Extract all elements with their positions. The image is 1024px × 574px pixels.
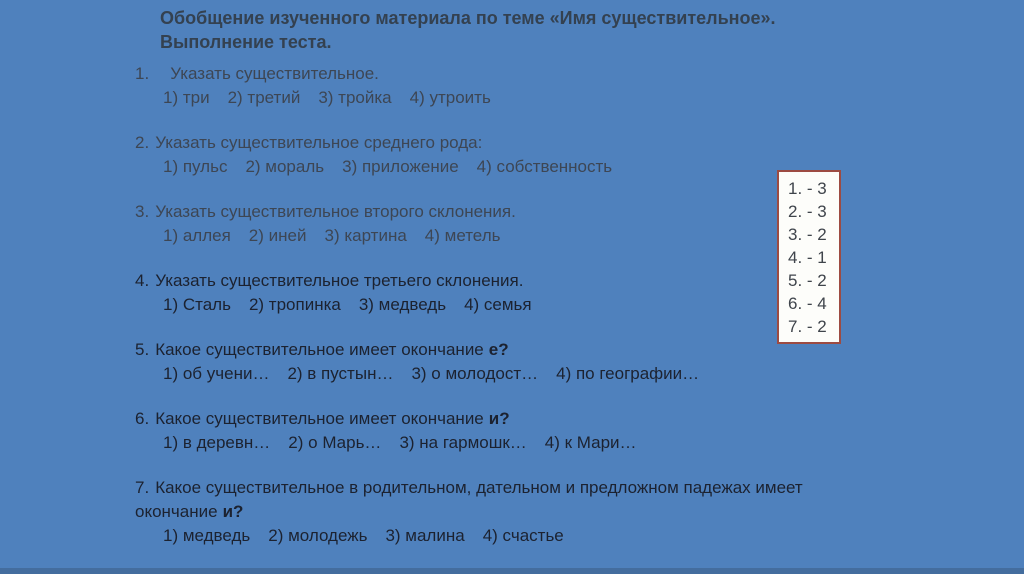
question-text: Указать существительное третьего склонения. xyxy=(155,271,524,290)
question-text: Какое существительное в родительном, дательном и предложном падежах имеет окончание xyxy=(135,478,803,521)
option: 1) в деревн… xyxy=(163,433,271,452)
option: 3) картина xyxy=(324,226,407,245)
question-number: 3. xyxy=(135,202,150,221)
question xyxy=(135,476,847,548)
option: 3) на гармошк… xyxy=(399,433,527,452)
option: 4) к Мари… xyxy=(544,433,637,452)
option: 3) тройка xyxy=(318,88,392,107)
option: 2) тропинка xyxy=(248,295,341,314)
option: 2) иней xyxy=(248,226,307,245)
option: 1) аллея xyxy=(163,226,231,245)
question-line xyxy=(135,476,847,524)
title-line-2: Выполнение теста. xyxy=(160,32,332,52)
question-number: 2. xyxy=(135,133,150,152)
option: 4) семья xyxy=(464,295,532,314)
content-area xyxy=(135,6,855,569)
questions-list xyxy=(135,62,847,548)
question xyxy=(135,269,847,317)
question-options xyxy=(135,155,847,179)
option: 4) метель xyxy=(424,226,501,245)
question-text: Указать существительное. xyxy=(170,64,379,83)
question-line xyxy=(135,338,847,362)
question xyxy=(135,338,847,386)
option: 2) мораль xyxy=(245,157,325,176)
bottom-accent-bar xyxy=(0,568,1024,574)
answer-key-entry: 6. - 4 xyxy=(788,294,827,313)
question-options xyxy=(135,524,847,548)
question xyxy=(135,62,847,110)
answer-key-entry: 4. - 1 xyxy=(788,248,827,267)
answer-key-entry: 7. - 2 xyxy=(788,317,827,336)
question-bold-ending: е? xyxy=(488,340,509,359)
option: 1) пульс xyxy=(163,157,228,176)
question-text: Какое существительное имеет окончание xyxy=(155,409,484,428)
question-number: 7. xyxy=(135,478,150,497)
question-bold-ending: и? xyxy=(488,409,510,428)
question-options xyxy=(135,224,847,248)
question-number: 4. xyxy=(135,271,150,290)
title-line-1: Обобщение изученного материала по теме «Имя существительное». xyxy=(160,8,776,28)
question-text: Указать существительное среднего рода: xyxy=(155,133,483,152)
answer-key-entry: 3. - 2 xyxy=(788,225,827,244)
option: 2) в пустын… xyxy=(287,364,394,383)
question-options xyxy=(135,362,847,386)
question-number: 5. xyxy=(135,340,150,359)
question-line xyxy=(135,62,847,86)
option: 4) утроить xyxy=(409,88,491,107)
question-line xyxy=(135,200,847,224)
question-line xyxy=(135,269,847,293)
option: 1) Сталь xyxy=(163,295,231,314)
question xyxy=(135,131,847,179)
option: 2) третий xyxy=(227,88,301,107)
option: 3) о молодост… xyxy=(411,364,539,383)
option: 3) медведь xyxy=(358,295,447,314)
question-number: 6. xyxy=(135,409,150,428)
option: 1) об учени… xyxy=(163,364,270,383)
option: 3) малина xyxy=(385,526,465,545)
answer-key-box xyxy=(777,170,841,344)
question-options xyxy=(135,86,847,110)
question-text: Какое существительное имеет окончание xyxy=(155,340,484,359)
question-line xyxy=(135,131,847,155)
option: 2) молодежь xyxy=(268,526,368,545)
question-bold-ending: и? xyxy=(222,502,244,521)
answer-key-entry: 1. - 3 xyxy=(788,179,827,198)
option: 4) счастье xyxy=(482,526,564,545)
question-line xyxy=(135,407,847,431)
answer-key-entry: 5. - 2 xyxy=(788,271,827,290)
option: 3) приложение xyxy=(342,157,459,176)
option: 1) медведь xyxy=(163,526,251,545)
question xyxy=(135,200,847,248)
option: 1) три xyxy=(163,88,210,107)
question-options xyxy=(135,293,847,317)
question-text: Указать существительное второго склонения. xyxy=(155,202,516,221)
slide-title xyxy=(160,6,855,54)
option: 2) о Марь… xyxy=(288,433,382,452)
option: 4) собственность xyxy=(476,157,613,176)
question-options xyxy=(135,431,847,455)
option: 4) по географии… xyxy=(556,364,700,383)
answer-key-entry: 2. - 3 xyxy=(788,202,827,221)
question xyxy=(135,407,847,455)
question-number: 1. xyxy=(135,64,150,83)
